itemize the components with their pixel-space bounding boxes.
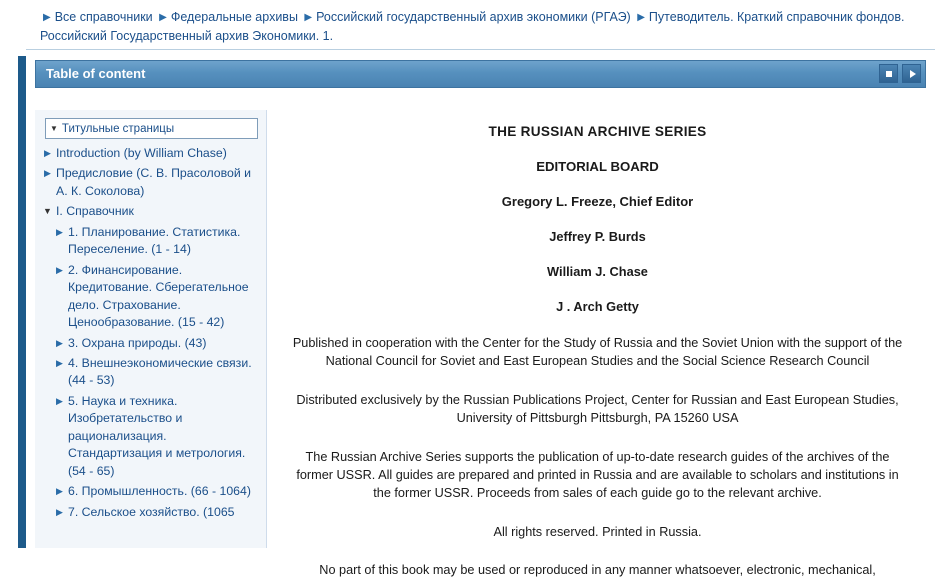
- chevron-down-icon: ▼: [50, 124, 58, 133]
- toc-item[interactable]: [43, 165, 262, 200]
- left-accent-bar: [18, 56, 26, 548]
- editor-chief: Gregory L. Freeze, Chief Editor: [501, 194, 694, 209]
- toc-item[interactable]: [43, 145, 262, 162]
- toc-item-label: 1. Планирование. Статистика. Переселение. (1 - 14): [68, 224, 241, 257]
- document-paragraph: Published in cooperation with the Center for the Study of Russia and the Soviet Union with the support of the National Council for Soviet and East European Studies and the Social Science Research Council: [292, 336, 903, 369]
- toc-item[interactable]: [43, 393, 262, 480]
- page-container: [26, 0, 935, 578]
- breadcrumb-separator-icon: ▶: [43, 12, 51, 23]
- editor-board-member: William J. Chase: [547, 264, 648, 279]
- chevron-right-icon: ▶: [56, 486, 63, 497]
- chevron-right-icon: ▶: [56, 226, 63, 237]
- document-paragraph: No part of this book may be used or reproduced in any manner whatsoever, electronic, mechanical,: [319, 563, 876, 578]
- breadcrumb-item-1[interactable]: Федеральные архивы: [170, 10, 298, 24]
- document-title: THE RUSSIAN ARCHIVE SERIES: [488, 124, 707, 139]
- editor-board-member: Jeffrey P. Burds: [549, 229, 646, 244]
- toc-item-label: 7. Сельское хозяйство. (1065: [68, 504, 235, 519]
- toc-item[interactable]: [43, 335, 262, 352]
- chevron-right-icon: ▶: [44, 168, 51, 179]
- toc-section-select-value: Титульные страницы: [61, 122, 175, 135]
- toc-item[interactable]: [43, 224, 262, 259]
- toc-item[interactable]: [43, 262, 262, 332]
- chevron-right-icon: ▶: [44, 148, 51, 158]
- editor-board-member: J . Arch Getty: [556, 299, 639, 314]
- document-paragraph: All rights reserved. Printed in Russia.: [493, 524, 702, 539]
- toc-item-label: Introduction (by William Chase): [56, 146, 227, 160]
- breadcrumb-separator-icon: ▶: [637, 12, 645, 23]
- toc-header-title: Table of content: [46, 66, 146, 82]
- toc-item-label: 5. Наука и техника. Изобретательство и рационализация. Стандартизация и метрология. (54 - 65): [68, 393, 246, 478]
- toc-item-label: 2. Финансирование. Кредитование. Сберегательное дело. Страхование. Ценообразование. (15 - 42): [68, 262, 249, 330]
- stop-icon: [886, 71, 892, 77]
- toc-item-label: 6. Промышленность. (66 - 1064): [68, 484, 251, 499]
- chevron-right-icon: ▶: [56, 357, 63, 368]
- chevron-right-icon: ▶: [56, 264, 63, 275]
- toc-panel: [35, 110, 267, 548]
- toc-item[interactable]: [43, 483, 262, 500]
- breadcrumb-item-2[interactable]: Российский государственный архив экономики (РГАЭ): [316, 10, 631, 24]
- toc-item-label: Предисловие (С. В. Прасоловой и А. К. Соколова): [56, 166, 252, 198]
- breadcrumb-separator-icon: ▶: [159, 12, 167, 23]
- toc-item-label: I. Справочник: [56, 204, 134, 219]
- document-paragraph: The Russian Archive Series supports the publication of up-to-date research guides of the archives of the former USSR. All guides are prepared and printed in Russia and are available to scholars and institutions in the former USSR. Proceeds from sales of each guide go to the relevant archive.: [296, 449, 899, 501]
- content-area: [35, 110, 926, 578]
- breadcrumb-separator-icon: ▶: [304, 12, 313, 23]
- chevron-down-icon: ▼: [43, 206, 52, 217]
- breadcrumb-item-3[interactable]: Путеводитель. Краткий справочник фондов. Российский Государственный архив Экономики. 1.: [40, 10, 905, 43]
- toc-item-label: 4. Внешнеэкономические связи. (44 - 53): [68, 355, 252, 388]
- play-icon: [910, 70, 916, 78]
- next-button[interactable]: [902, 64, 921, 83]
- chevron-right-icon: ▶: [56, 395, 63, 406]
- toc-list: [35, 145, 266, 521]
- document-subtitle: EDITORIAL BOARD: [536, 159, 659, 174]
- left-rail: [0, 0, 27, 548]
- document-paragraph: Distributed exclusively by the Russian Publications Project, Center for Russian and East European Studies, University of Pittsburgh Pittsburgh, PA 15260 USA: [296, 392, 899, 426]
- breadcrumb: [26, 0, 935, 50]
- breadcrumb-item-0[interactable]: Все справочники: [54, 10, 153, 24]
- toc-item[interactable]: [43, 504, 262, 521]
- document-panel: [267, 110, 926, 578]
- toc-item-label: 3. Охрана природы. (43): [68, 335, 207, 350]
- toc-section-select[interactable]: [45, 118, 258, 139]
- toc-item[interactable]: [43, 355, 262, 390]
- stop-button[interactable]: [879, 64, 898, 83]
- toc-header-bar: [35, 60, 926, 88]
- toc-item[interactable]: [43, 203, 262, 220]
- chevron-right-icon: ▶: [56, 337, 63, 348]
- chevron-right-icon: ▶: [56, 506, 63, 517]
